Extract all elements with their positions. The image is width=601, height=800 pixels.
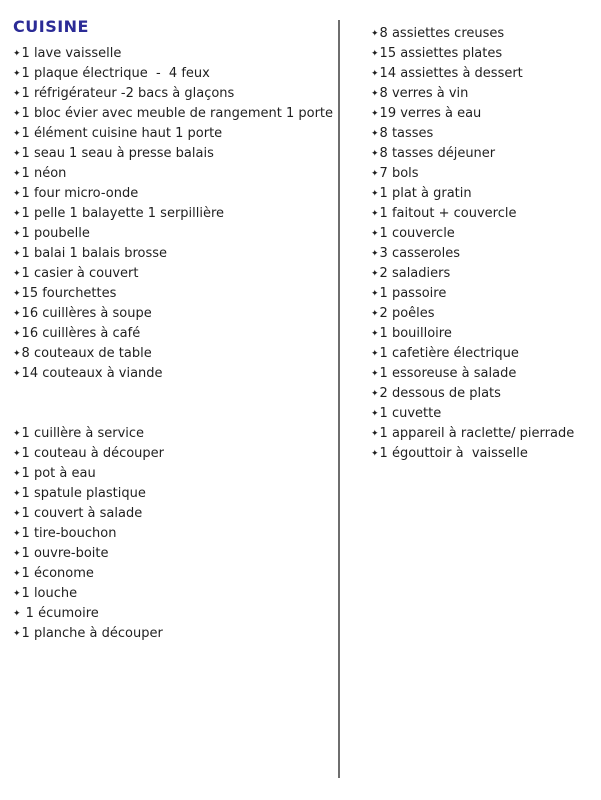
diamond-bullet-icon: ✦ — [371, 289, 379, 299]
list-item — [13, 484, 335, 504]
diamond-bullet-icon: ✦ — [371, 209, 379, 219]
list-item — [13, 564, 335, 584]
item-label: 1 faitout + couvercle — [379, 206, 517, 221]
diamond-bullet-icon: ✦ — [371, 369, 379, 379]
item-label: 1 casier à couvert — [21, 266, 139, 281]
list-item — [13, 224, 335, 244]
list-item — [371, 264, 597, 284]
item-label: 1 égouttoir à vaisselle — [379, 446, 528, 461]
diamond-bullet-icon: ✦ — [13, 89, 21, 99]
diamond-bullet-icon: ✦ — [371, 389, 379, 399]
item-label: 14 assiettes à dessert — [379, 66, 523, 81]
column-divider — [338, 20, 340, 778]
list-item — [13, 124, 335, 144]
diamond-bullet-icon: ✦ — [13, 289, 21, 299]
list-item — [13, 184, 335, 204]
diamond-bullet-icon: ✦ — [371, 269, 379, 279]
diamond-bullet-icon: ✦ — [13, 209, 21, 219]
diamond-bullet-icon: ✦ — [13, 69, 21, 79]
diamond-bullet-icon: ✦ — [371, 329, 379, 339]
diamond-bullet-icon: ✦ — [13, 309, 21, 319]
item-label: 14 couteaux à viande — [21, 366, 163, 381]
list-item — [13, 64, 335, 84]
item-label: 1 réfrigérateur -2 bacs à glaçons — [21, 86, 235, 101]
list-item — [371, 24, 597, 44]
right-column — [371, 24, 597, 464]
item-label: 1 spatule plastique — [21, 486, 146, 501]
item-label: 1 cafetière électrique — [379, 346, 519, 361]
diamond-bullet-icon: ✦ — [13, 249, 21, 259]
item-label: 1 passoire — [379, 286, 447, 301]
item-label: 1 cuillère à service — [21, 426, 145, 441]
item-label: 1 couvercle — [379, 226, 455, 241]
item-label: 1 planche à découper — [21, 626, 163, 641]
list-item — [371, 444, 597, 464]
diamond-bullet-icon: ✦ — [13, 269, 21, 279]
item-label: 2 saladiers — [379, 266, 451, 281]
list-item — [13, 284, 335, 304]
diamond-bullet-icon: ✦ — [13, 629, 21, 639]
list-item — [371, 44, 597, 64]
diamond-bullet-icon: ✦ — [13, 569, 21, 579]
item-label: 1 pot à eau — [21, 466, 96, 481]
diamond-bullet-icon: ✦ — [371, 169, 379, 179]
item-label: 1 plat à gratin — [379, 186, 472, 201]
diamond-bullet-icon: ✦ — [371, 89, 379, 99]
list-item — [371, 344, 597, 364]
item-label: 1 néon — [21, 166, 67, 181]
diamond-bullet-icon: ✦ — [371, 409, 379, 419]
list-item — [13, 424, 335, 444]
item-label: 1 appareil à raclette/ pierrade — [379, 426, 575, 441]
list-item — [13, 324, 335, 344]
list-item — [13, 444, 335, 464]
item-label: 7 bols — [379, 166, 419, 181]
item-label: 1 balai 1 balais brosse — [21, 246, 168, 261]
diamond-bullet-icon: ✦ — [13, 449, 21, 459]
item-label: 1 couvert à salade — [21, 506, 143, 521]
diamond-bullet-icon: ✦ — [371, 69, 379, 79]
list-item — [371, 424, 597, 444]
list-item — [13, 524, 335, 544]
item-label: 1 tire-bouchon — [21, 526, 117, 541]
diamond-bullet-icon: ✦ — [13, 229, 21, 239]
diamond-bullet-icon: ✦ — [371, 349, 379, 359]
item-label: 1 bouilloire — [379, 326, 452, 341]
item-label: 1 lave vaisselle — [21, 46, 122, 61]
item-label: 3 casseroles — [379, 246, 461, 261]
list-item — [13, 264, 335, 284]
diamond-bullet-icon: ✦ — [13, 49, 21, 59]
item-label: 8 verres à vin — [379, 86, 469, 101]
item-label: 1 écumoire — [21, 606, 99, 621]
list-item — [13, 604, 335, 624]
list-item — [371, 104, 597, 124]
item-label: 8 assiettes creuses — [379, 26, 505, 41]
diamond-bullet-icon: ✦ — [13, 609, 21, 619]
list-item — [13, 44, 335, 64]
list-item — [13, 304, 335, 324]
list-item — [13, 544, 335, 564]
list-item — [13, 204, 335, 224]
list-item — [13, 364, 335, 384]
list-item — [371, 304, 597, 324]
diamond-bullet-icon: ✦ — [371, 189, 379, 199]
list-item — [371, 64, 597, 84]
list-item — [371, 84, 597, 104]
item-label: 2 poêles — [379, 306, 435, 321]
item-label: 1 louche — [21, 586, 78, 601]
item-label: 1 couteau à découper — [21, 446, 165, 461]
list-item — [371, 384, 597, 404]
diamond-bullet-icon: ✦ — [13, 149, 21, 159]
item-label: 8 tasses — [379, 126, 434, 141]
item-label: 1 poubelle — [21, 226, 90, 241]
diamond-bullet-icon: ✦ — [371, 49, 379, 59]
item-label: 2 dessous de plats — [379, 386, 501, 401]
item-label: 1 seau 1 seau à presse balais — [21, 146, 214, 161]
item-label: 8 tasses déjeuner — [379, 146, 496, 161]
diamond-bullet-icon: ✦ — [371, 449, 379, 459]
list-item — [13, 504, 335, 524]
tableware-list — [371, 24, 597, 464]
diamond-bullet-icon: ✦ — [371, 429, 379, 439]
item-label: 19 verres à eau — [379, 106, 482, 121]
diamond-bullet-icon: ✦ — [13, 589, 21, 599]
diamond-bullet-icon: ✦ — [13, 509, 21, 519]
diamond-bullet-icon: ✦ — [13, 489, 21, 499]
diamond-bullet-icon: ✦ — [371, 249, 379, 259]
diamond-bullet-icon: ✦ — [13, 329, 21, 339]
diamond-bullet-icon: ✦ — [13, 469, 21, 479]
diamond-bullet-icon: ✦ — [13, 109, 21, 119]
item-label: 1 pelle 1 balayette 1 serpillière — [21, 206, 225, 221]
item-label: 1 four micro-onde — [21, 186, 139, 201]
diamond-bullet-icon: ✦ — [371, 149, 379, 159]
diamond-bullet-icon: ✦ — [371, 29, 379, 39]
diamond-bullet-icon: ✦ — [13, 429, 21, 439]
item-label: 16 cuillères à soupe — [21, 306, 152, 321]
kitchen-utensils-list — [13, 424, 335, 644]
kitchen-equipment-list — [13, 44, 335, 384]
list-item — [13, 144, 335, 164]
item-label: 1 plaque électrique - 4 feux — [21, 66, 210, 81]
list-item — [371, 184, 597, 204]
diamond-bullet-icon: ✦ — [13, 169, 21, 179]
item-label: 1 élément cuisine haut 1 porte — [21, 126, 223, 141]
item-label: 8 couteaux de table — [21, 346, 152, 361]
list-item — [13, 584, 335, 604]
diamond-bullet-icon: ✦ — [371, 309, 379, 319]
diamond-bullet-icon: ✦ — [371, 109, 379, 119]
diamond-bullet-icon: ✦ — [371, 229, 379, 239]
item-label: 15 fourchettes — [21, 286, 117, 301]
page-title: CUISINE — [13, 17, 89, 36]
list-item — [13, 164, 335, 184]
diamond-bullet-icon: ✦ — [13, 369, 21, 379]
list-item — [13, 344, 335, 364]
list-item — [371, 364, 597, 384]
list-item — [371, 244, 597, 264]
diamond-bullet-icon: ✦ — [371, 129, 379, 139]
list-item — [371, 324, 597, 344]
list-item — [371, 224, 597, 244]
list-item — [13, 84, 335, 104]
diamond-bullet-icon: ✦ — [13, 349, 21, 359]
item-label: 1 ouvre-boite — [21, 546, 109, 561]
item-label: 16 cuillères à café — [21, 326, 141, 341]
diamond-bullet-icon: ✦ — [13, 129, 21, 139]
left-column — [13, 17, 335, 644]
diamond-bullet-icon: ✦ — [13, 529, 21, 539]
item-label: 1 bloc évier avec meuble de rangement 1 porte — [21, 106, 334, 121]
list-item — [371, 124, 597, 144]
list-item — [371, 144, 597, 164]
item-label: 15 assiettes plates — [379, 46, 503, 61]
list-item — [13, 104, 335, 124]
list-item — [371, 404, 597, 424]
item-label: 1 cuvette — [379, 406, 442, 421]
diamond-bullet-icon: ✦ — [13, 549, 21, 559]
list-item — [13, 624, 335, 644]
item-label: 1 essoreuse à salade — [379, 366, 517, 381]
list-item — [13, 464, 335, 484]
item-label: 1 économe — [21, 566, 94, 581]
list-item — [371, 284, 597, 304]
list-item — [371, 204, 597, 224]
list-item — [13, 244, 335, 264]
list-item — [371, 164, 597, 184]
diamond-bullet-icon: ✦ — [13, 189, 21, 199]
